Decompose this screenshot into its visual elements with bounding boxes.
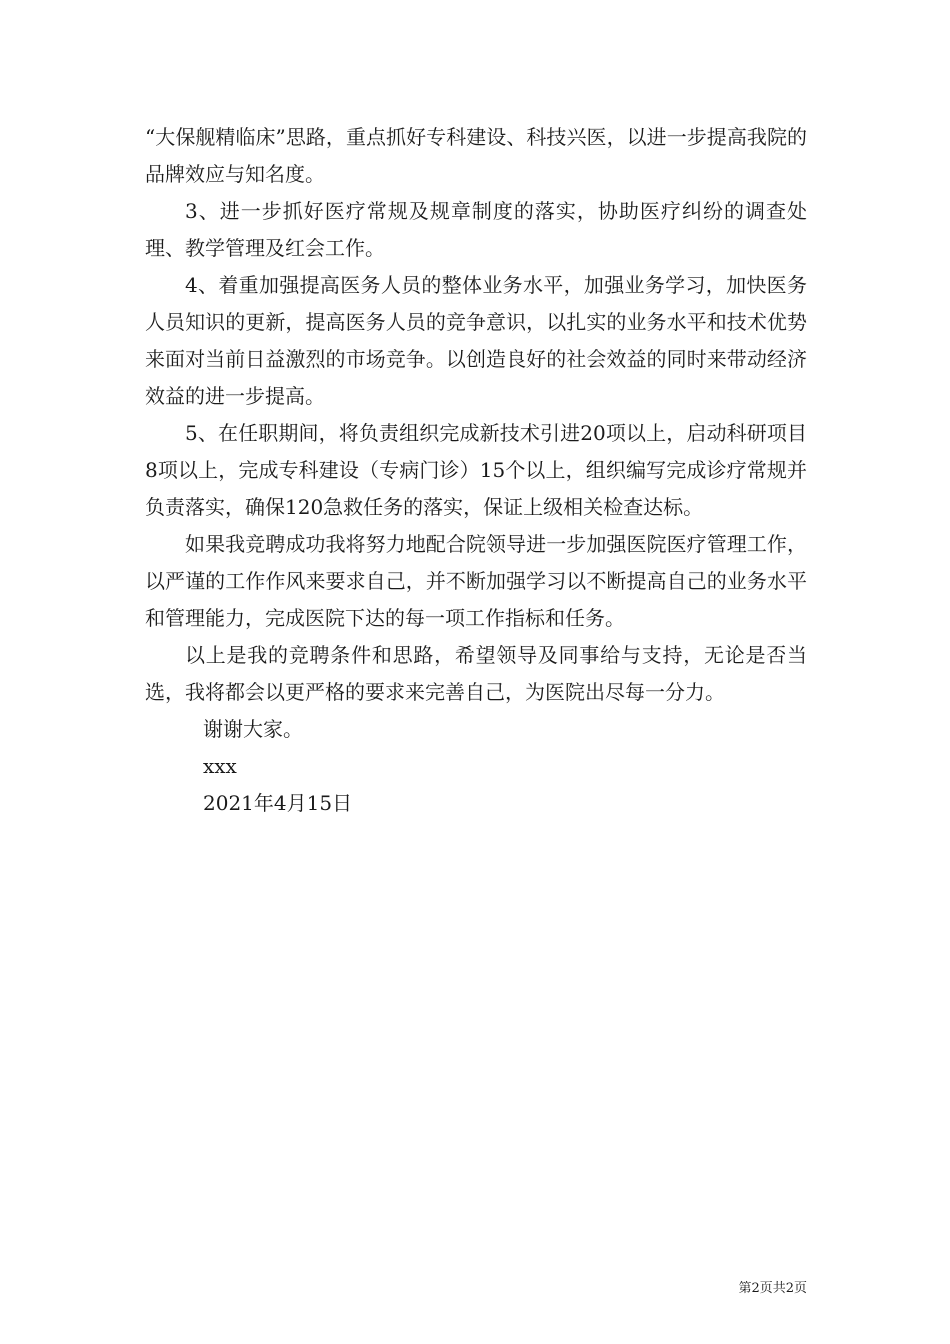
document-body <box>145 119 807 822</box>
signature-name: xxx <box>203 754 237 778</box>
paragraph-item-3: 3、进一步抓好医疗常规及规章制度的落实，协助医疗纠纷的调查处理、教学管理及红会工作。 <box>145 199 807 260</box>
closing-thanks: 谢谢大家。 <box>203 717 303 741</box>
paragraph-item-5: 5、在任职期间，将负责组织完成新技术引进20项以上，启动科研项目8项以上，完成专科建设（专病门诊）15个以上，组织编写完成诊疗常规并负责落实，确保120急救任务的落实，保证上级相关检查达标。 <box>145 421 807 519</box>
signature-date: 2021年4月15日 <box>203 791 353 815</box>
paragraph-item-4: 4、着重加强提高医务人员的整体业务水平，加强业务学习，加快医务人员知识的更新，提高医务人员的竞争意识，以扎实的业务水平和技术优势来面对当前日益激烈的市场竞争。以创造良好的社会效益的同时来带动经济效益的进一步提高。 <box>145 273 807 408</box>
paragraph-conclusion: 以上是我的竞聘条件和思路，希望领导及同事给与支持，无论是否当选，我将都会以更严格的要求来完善自己，为医院出尽每一分力。 <box>145 643 807 704</box>
page-number-footer: 第2页共2页 <box>738 1281 807 1296</box>
paragraph-continuation: “大保舰精临床”思路，重点抓好专科建设、科技兴医，以进一步提高我院的品牌效应与知名度。 <box>145 125 807 186</box>
paragraph-commitment: 如果我竞聘成功我将努力地配合院领导进一步加强医院医疗管理工作，以严谨的工作作风来要求自己，并不断加强学习以不断提高自己的业务水平和管理能力，完成医院下达的每一项工作指标和任务。 <box>145 532 807 630</box>
